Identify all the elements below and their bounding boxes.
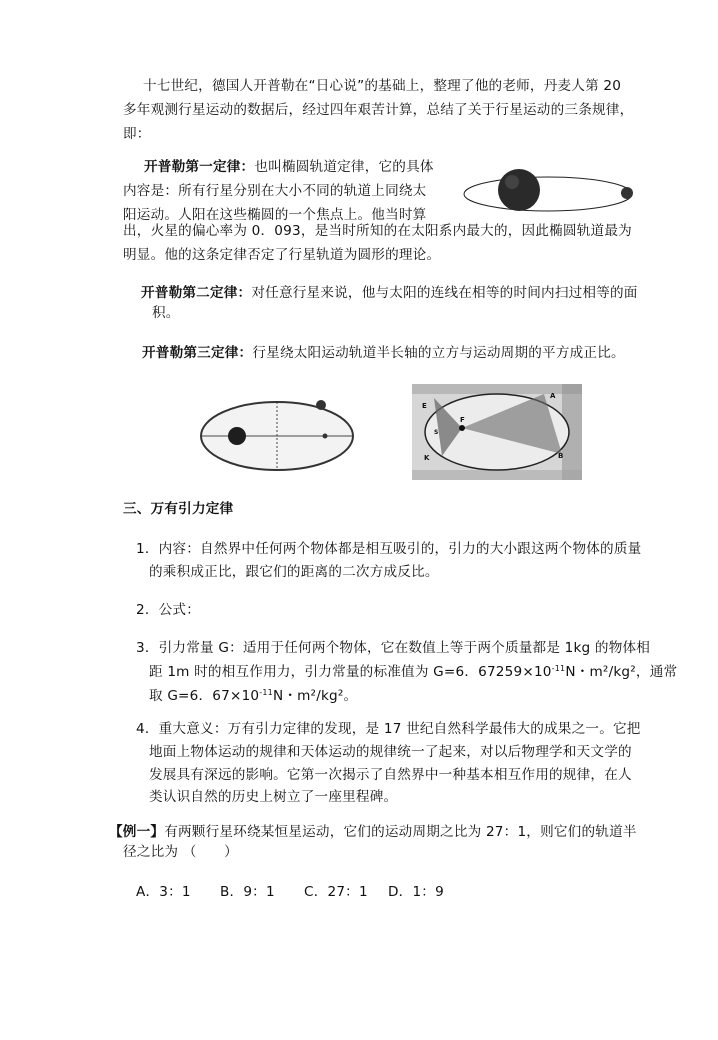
label-k: K (424, 454, 430, 462)
sun-icon (498, 169, 540, 211)
focus-point (323, 434, 328, 439)
option-a: A．3：1 (136, 884, 191, 900)
law3-line-1 (142, 341, 625, 365)
item4-line-1: 4．重大意义：万有引力定律的发现，是 17 世纪自然科学最伟大的成果之一。它把 (136, 721, 641, 737)
law3-line-1-text: 行星绕太阳运动轨道半长轴的立方与运动周期的平方成正比。 (252, 345, 625, 361)
item1-line-2: 的乘积成正比，跟它们的距离的二次方成反比。 (149, 564, 439, 580)
law1-line-2: 内容是：所有行星分别在大小不同的轨道上同绕太 (123, 183, 427, 199)
law3-label: 开普勒第三定律： (142, 345, 253, 361)
law1-line-3: 阳运动。人阳在这些椭圆的一个焦点上。他当时算 (123, 207, 427, 223)
label-a: A (550, 392, 556, 400)
item1-line-1: 1．内容：自然界中任何两个物体都是相互吸引的，引力的大小跟这两个物体的质量 (136, 541, 642, 557)
item2-line: 2．公式： (136, 602, 201, 618)
option-c: C．27：1 (304, 884, 368, 900)
sun-focus-icon (459, 425, 465, 431)
section-heading: 三、万有引力定律 (123, 501, 234, 517)
example-line-1-text: 有两颗行星环绕某恒星运动，它们的运动周期之比为 27：1，则它们的轨道半 (164, 824, 637, 840)
example-label: 【例一】 (109, 824, 165, 840)
law1-label: 开普勒第一定律： (144, 159, 255, 175)
label-f: F (460, 416, 465, 424)
law1-line-1-text: 也叫椭圆轨道定律，它的具体 (254, 159, 434, 175)
orbit-figure-1 (456, 160, 642, 228)
label-b: B (558, 452, 564, 460)
sun-icon (228, 427, 246, 445)
ellipse-foci-figure (197, 394, 357, 476)
item4-line-4: 类认识自然的历史上树立了一座里程碑。 (149, 789, 398, 805)
planet-icon (621, 187, 633, 199)
item3-exponent-1: -11 (551, 664, 566, 673)
law2-line-1-text: 对任意行星来说，他与太阳的连线在相等的时间内扫过相等的面 (251, 285, 638, 301)
area-sweep-figure (412, 384, 582, 480)
item4-line-3: 发展具有深远的影响。它第一次揭示了自然界中一种基本相互作用的规律，在人 (149, 767, 632, 783)
intro-line-1: 十七世纪，德国人开普勒在“日心说”的基础上，整理了他的老师，丹麦人第 20 (143, 78, 622, 94)
option-d: D．1：9 (388, 884, 444, 900)
planet-icon (316, 400, 326, 410)
item3-line-3-b: N・m²/kg²。 (272, 688, 358, 704)
item3-line-2-a: 距 1m 时的相互作用力，引力常量的标准值为 G=6．67259×10 (149, 664, 552, 680)
label-e: E (422, 402, 427, 410)
example-line-2: 径之比为 （ ） (123, 844, 238, 860)
item3-line-2 (149, 660, 677, 684)
option-b: B．9：1 (220, 884, 275, 900)
item3-line-1: 3．引力常量 G：适用于任何两个物体，它在数值上等于两个质量都是 1kg 的物体相 (136, 640, 651, 656)
orbit-ellipse (464, 177, 632, 211)
law1-line-5: 明显。他的这条定律否定了行星轨道为圆形的理论。 (123, 247, 441, 263)
law2-line-2: 积。 (152, 305, 180, 321)
intro-line-3: 即： (123, 126, 151, 142)
intro-line-2: 多年观测行星运动的数据后，经过四年艰苦计算，总结了关于行星运动的三条规律， (123, 102, 634, 118)
item3-line-2-b: N・m²/kg²，通常 (565, 664, 678, 680)
item3-line-3-a: 取 G=6．67×10 (149, 688, 260, 704)
law1-line-1 (144, 155, 434, 179)
item4-line-2: 地面上物体运动的规律和天体运动的规律统一了起来，对以后物理学和天文学的 (149, 744, 632, 760)
law1-line-4: 出，火星的偏心率为 0．093，是当时所知的在太阳系内最大的，因此椭圆轨道最为 (123, 223, 632, 239)
item3-exponent-2: -11 (259, 688, 273, 697)
law2-label: 开普勒第二定律： (141, 285, 252, 301)
item3-line-3 (149, 684, 357, 708)
law2-line-1 (141, 281, 638, 305)
label-s: S (434, 429, 439, 436)
